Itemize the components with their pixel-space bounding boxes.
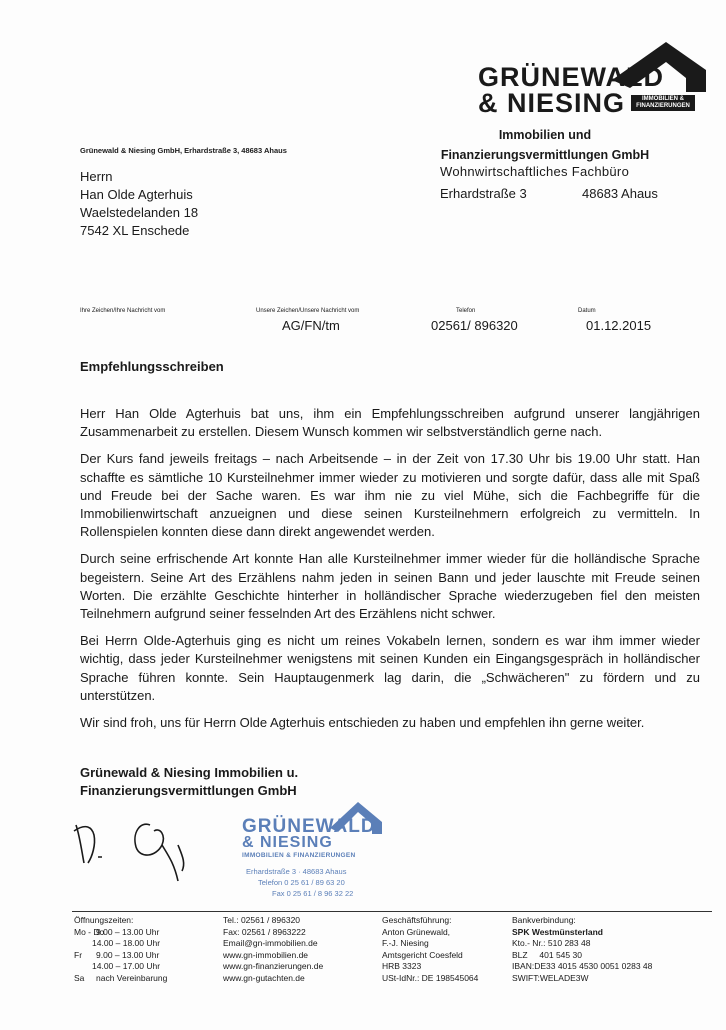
hours-row: 14.00 – 17.00 Uhr [92,961,161,972]
footer-divider [72,911,712,912]
date-value: 01.12.2015 [586,318,652,333]
letter-subject: Empfehlungsschreiben [80,359,224,374]
hours-row: Mo - Do 9.00 – 13.00 Uhr [74,926,160,937]
our-ref-label: Unsere Zeichen/Unsere Nachricht vom [256,308,360,314]
recipient-street: Waelstedelanden 18 [80,205,199,220]
website-link[interactable]: www.gn-finanzierungen.de [223,961,324,972]
hours-row: Fr 9.00 – 13.00 Uhr [74,949,160,960]
closing-company: Grünewald & Niesing Immobilien u. Finanzierungsvermittlungen GmbH [80,765,299,798]
logo-subtitle: IMMOBILIEN & FINANZIERUNGEN [631,95,695,111]
company-street: Erhardstraße 3 [440,186,527,201]
company-name: Immobilien und Finanzierungsvermittlungen GmbH [440,128,650,162]
our-ref-value: AG/FN/tm [282,318,340,333]
letter-body [80,405,700,741]
your-ref-label: Ihre Zeichen/Ihre Nachricht vom [80,308,166,314]
date-label: Datum [578,308,596,314]
sender-line: Grünewald & Niesing GmbH, Erhardstraße 3, 48683 Ahaus [80,146,287,155]
recipient-address [80,168,198,240]
company-stamp: GRÜNEWALD & NIESING IMMOBILIEN & FINANZIERUNGEN Erhardstraße 3 · 48683 Ahaus Telefon 0 25 61 / 89 63 20 Fax 0 25 61 / 8 96 32 22 [238,800,388,910]
recipient-city: 7542 XL Enschede [80,223,190,238]
website-link[interactable]: www.gn-immobilien.de [223,949,309,960]
company-city: 48683 Ahaus [582,186,658,201]
footer-bank: Bankverbindung: SPK Westmünsterland Kto.- Nr.: 510 283 48 BLZ 401 545 30 IBAN:DE33 4015 4530 0051 0283 48 SWIFT:WELADE3W [512,915,653,983]
handwritten-signature [70,805,240,885]
website-link[interactable]: www.gn-gutachten.de [223,972,305,983]
logo-line2: & NIESING [478,88,626,118]
footer-management: Geschäftsführung: Anton Grünewald, F.-J. Niesing Amtsgericht Coesfeld HRB 3323 USt-IdNr.: DE 198545064 [382,915,479,983]
body-paragraph: Bei Herrn Olde-Agterhuis ging es nicht um reines Vokabeln lernen, sondern es war ihm immer wieder wichtig, dass jeder Kursteilnehmer wenigstens mit seinen Kunden ein Eingangsgespräch in holländischer Sprache führen konnte. Sein Hauptaugenmerk lag darin, die „Schwächeren" zu fördern und zu unterstützen. [80,633,700,703]
phone-label: Telefon [456,308,476,314]
hours-row: Sa nach Vereinbarung [74,972,168,983]
logo-line1: GRÜNEWALD [478,62,664,92]
footer-contact: Tel.: 02561 / 896320 Fax: 02561 / 8963222 Email@gn-immobilien.de www.gn-immobilien.de www.gn-finanzierungen.de www.gn-gutachten.de [223,915,324,983]
body-paragraph: Durch seine erfrischende Art konnte Han alle Kursteilnehmer immer wieder für die holländische Sprache begeistern. Seine Art des Erzählens nahm jeden in seinen Bann und jeder lauschte mit Freude seinen Worten. Die erzählte Geschichte hinterher in holländischer Sprache wiederzugeben fiel den meisten Teilnehmern aufgrund seiner fesselnden Art des Erzählens nicht schwer. [80,551,700,622]
email-link[interactable]: Email@gn-immobilien.de [223,938,318,949]
body-paragraph: Herr Han Olde Agterhuis bat uns, ihm ein Empfehlungsschreiben aufgrund unserer langjährigen Zusammenarbeit zu erstellen. Diesem Wunsch kommen wir selbstverständlich gerne nach. [80,406,700,440]
recipient-name: Han Olde Agterhuis [80,187,193,202]
company-logo [478,40,703,120]
recipient-salutation: Herrn [80,169,113,184]
body-paragraph: Der Kurs fand jeweils freitags – nach Arbeitsende – in der Zeit von 17.30 Uhr bis 19.00 Uhr statt. Han schaffte es sämtliche 10 Kursteilnehmer immer wieder zu motivieren und sorgte dafür, dass alle mit Spaß und Freude bei der Sache waren. Es war ihm nie zu viel Mühe, sich die Fachbegriffe für die Immobilienwirtschaft anzueignen und diese seinen Kursteilnehmern erfolgreich zu vermitteln. In Rollenspielen konnten diese dann direkt angewendet werden. [80,451,700,540]
body-paragraph: Wir sind froh, uns für Herrn Olde Agterhuis entschieden zu haben und empfehlen ihn gerne weiter. [80,715,645,731]
footer-opening-hours: Öffnungszeiten: Mo - Do 9.00 – 13.00 Uhr 14.00 – 18.00 Uhr Fr 9.00 – 13.00 Uhr 14.00 – 17.00 Uhr Sa nach Vereinbarung [74,915,224,985]
company-department: Wohnwirtschaftliches Fachbüro [440,164,630,179]
hours-row: 14.00 – 18.00 Uhr [92,938,161,949]
phone-value: 02561/ 896320 [431,318,518,333]
